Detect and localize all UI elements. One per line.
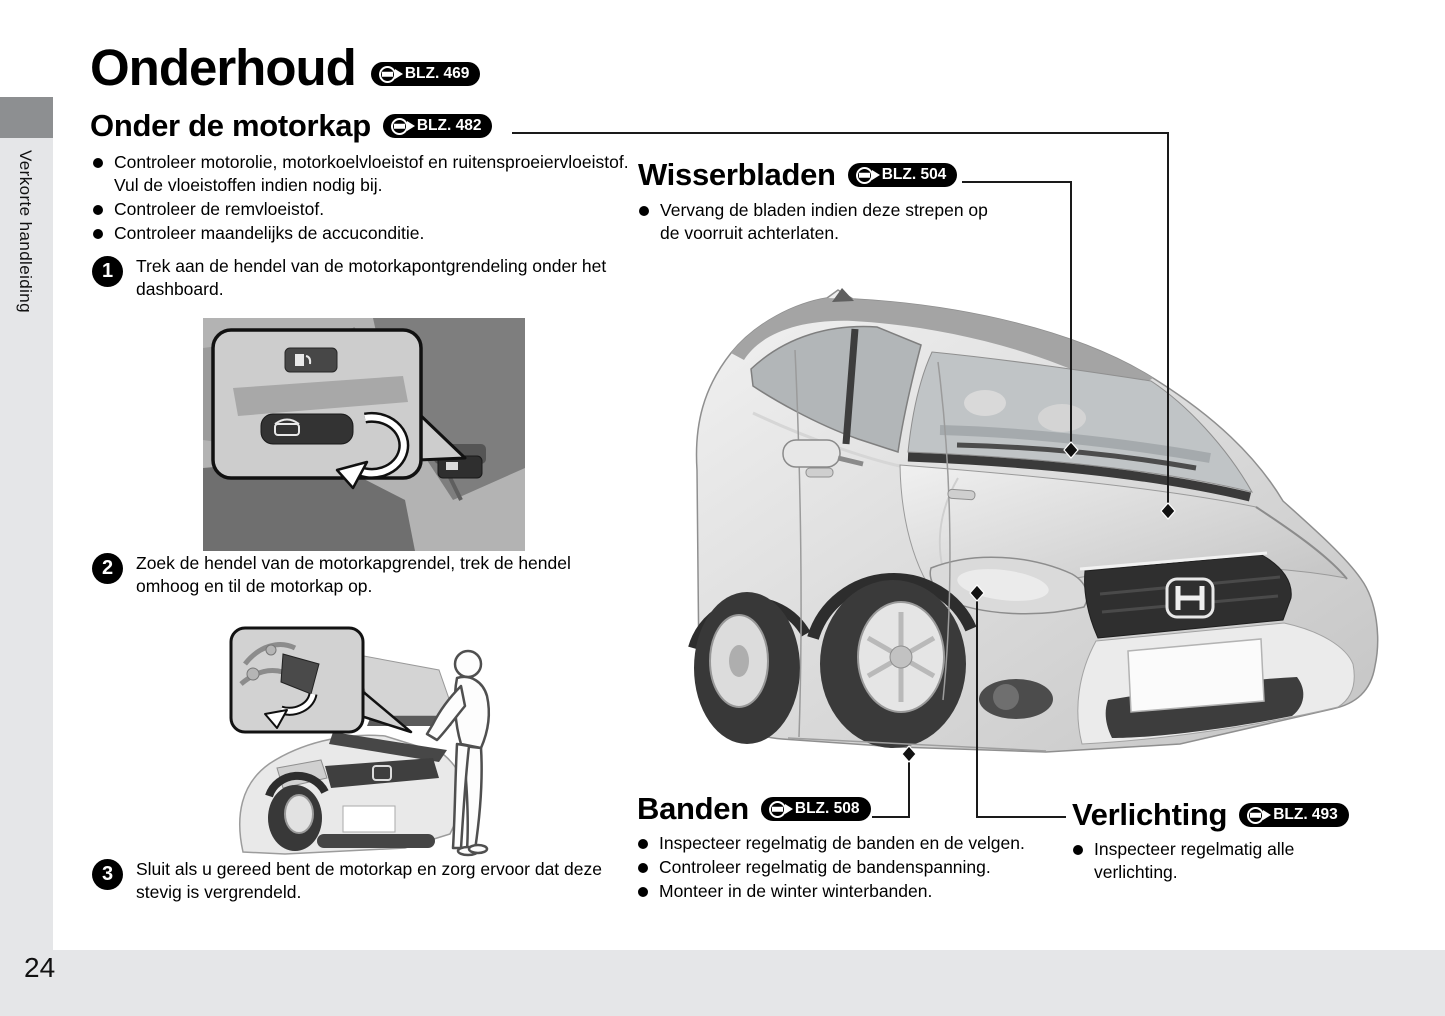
list-item (92, 198, 632, 221)
section-heading-verlichting: Verlichting (1072, 797, 1228, 832)
step-text: Trek aan de hendel van de motorkapontgrendeling onder het dashboard. (136, 256, 607, 299)
step-number-badge: 1 (92, 256, 123, 287)
page-number: 24 (24, 952, 56, 983)
section-banden (637, 793, 1097, 903)
chapter-tab (0, 97, 53, 138)
license-plate (1128, 639, 1264, 712)
section-heading-motorkap: Onder de motorkap (90, 108, 371, 143)
step-3 (92, 858, 628, 904)
side-mirror (783, 440, 840, 467)
bullet-icon (639, 206, 649, 216)
page-ref-badge-banden[interactable] (761, 797, 871, 821)
step-text: Zoek de hendel van de motorkapgrendel, trek de hendel omhoog en til de motorkap op. (136, 553, 571, 596)
bullet-text: Inspecteer regelmatig de banden en de velgen. (659, 832, 1025, 853)
step-1 (92, 255, 616, 301)
bullet-icon (1073, 845, 1083, 855)
list-item (637, 880, 1097, 903)
bullet-icon (93, 229, 103, 239)
ref-label: BLZ. 469 (404, 65, 470, 83)
page-ref-badge-onderhoud[interactable] (371, 62, 481, 86)
bullet-text: Controleer regelmatig de bandenspanning. (659, 856, 991, 877)
list-item (637, 856, 1097, 879)
hood-release-illustration (203, 318, 525, 551)
section-verlichting (1072, 799, 1349, 884)
hood-open-illustration (225, 620, 510, 857)
bullet-icon (638, 839, 648, 849)
bullet-text: Controleer motorolie, motorkoelvloeistof en ruitensproeiervloeistof. Vul de vloeistoffen indien nodig bij. (114, 152, 629, 195)
motorkap-bullet-list (92, 151, 632, 245)
bullet-text: Monteer in de winter winterbanden. (659, 880, 933, 901)
ref-label: BLZ. 508 (794, 800, 860, 818)
list-item (638, 199, 1012, 245)
step-2 (92, 552, 586, 598)
ref-arrow-icon (379, 66, 396, 83)
section-heading-banden: Banden (637, 791, 749, 826)
fuel-door-lever (285, 348, 337, 372)
list-item (637, 832, 1097, 855)
page-ref-badge-wisserbladen[interactable] (848, 163, 958, 187)
list-item (92, 151, 632, 197)
car-illustration (685, 288, 1397, 775)
ref-arrow-icon (769, 801, 786, 818)
section-heading-wisserbladen: Wisserbladen (638, 157, 836, 192)
bullet-text: Inspecteer regelmatig alle verlichting. (1094, 838, 1295, 882)
bullet-text: Controleer maandelijks de accuconditie. (114, 223, 425, 243)
ref-arrow-icon (856, 167, 873, 184)
bullet-icon (638, 863, 648, 873)
honda-logo (1167, 579, 1213, 617)
step-number-badge: 2 (92, 553, 123, 584)
bottom-rail (0, 950, 1445, 1016)
ref-arrow-icon (391, 118, 408, 135)
list-item (1072, 838, 1349, 884)
ref-label: BLZ. 493 (1273, 806, 1338, 824)
fog-light (993, 684, 1019, 710)
ref-label: BLZ. 482 (416, 117, 482, 135)
bullet-text: Vervang de bladen indien deze strepen op de voorruit achterlaten. (660, 199, 988, 243)
page-ref-badge-verlichting[interactable] (1239, 803, 1349, 827)
hood-release-lever (261, 414, 353, 444)
list-item (92, 222, 632, 245)
ref-label: BLZ. 504 (881, 166, 947, 184)
bullet-icon (93, 205, 103, 215)
sidebar-chapter-label: Verkorte handleiding (16, 150, 35, 314)
page-title-row (90, 39, 480, 96)
page-title: Onderhoud (90, 39, 356, 96)
ref-arrow-icon (1247, 807, 1264, 824)
bullet-icon (93, 158, 103, 168)
page-ref-badge-motorkap[interactable] (383, 114, 493, 138)
step-text: Sluit als u gereed bent de motorkap en zorg ervoor dat deze stevig is vergrendeld. (136, 859, 602, 902)
bullet-icon (638, 887, 648, 897)
section-wisserbladen (638, 159, 1012, 245)
step-number-badge: 3 (92, 859, 123, 890)
section-motorkap-heading-row (90, 110, 492, 143)
bullet-text: Controleer de remvloeistof. (114, 199, 325, 219)
